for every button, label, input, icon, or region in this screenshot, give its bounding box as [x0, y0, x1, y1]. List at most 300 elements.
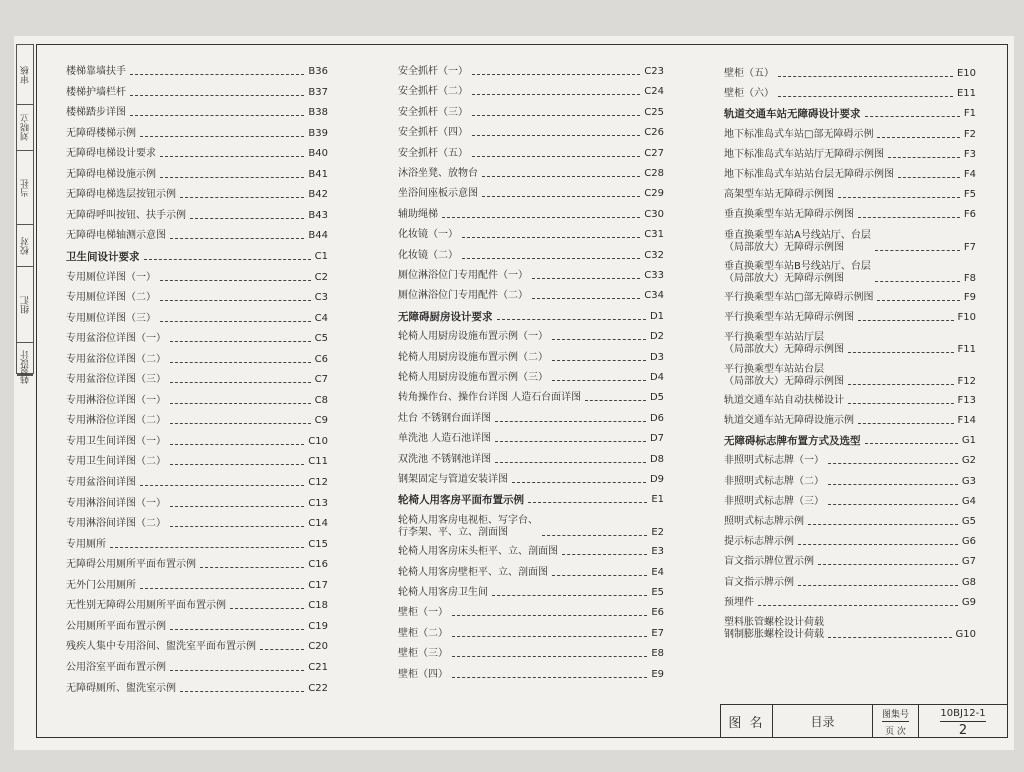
leader-line [818, 564, 958, 565]
leader-line [170, 403, 311, 404]
toc-entry [398, 648, 664, 660]
leader-line [160, 300, 311, 301]
toc-entry [724, 577, 976, 589]
page-code: C7 [314, 374, 328, 386]
entry-title: 地下标准岛式车站站台层无障碍示例图 [724, 169, 894, 180]
page-code: C3 [314, 292, 328, 304]
leader-line [888, 157, 960, 158]
page-code: C32 [644, 249, 664, 261]
page-code: C12 [308, 477, 328, 488]
toc-entry [66, 66, 328, 78]
entry-title: 地下标准岛式车站站厅无障碍示例图 [724, 148, 884, 160]
toc-entry [398, 229, 664, 241]
page-code: D1 [649, 310, 664, 322]
entry-title: 楼梯护墙栏杆 [66, 86, 126, 98]
leader-line [452, 615, 647, 616]
leader-line [260, 649, 304, 650]
page-code: F1 [963, 108, 976, 120]
entry-title: 预埋件 [724, 596, 754, 608]
entry-title: 安全抓杆（五） [398, 147, 468, 159]
toc-entry [66, 272, 328, 284]
leader-line [798, 585, 958, 586]
page-number: 2 [958, 722, 968, 738]
leader-line [190, 218, 304, 219]
entry-title: 无障碍电梯设施示例 [66, 168, 156, 180]
leader-line [495, 421, 646, 422]
entry-title: 轮椅人用厨房设施布置示例（一） [398, 331, 548, 343]
toc-entry [398, 587, 664, 599]
toc-entry [66, 354, 328, 366]
leader-line [160, 177, 304, 178]
entry-title [724, 617, 824, 641]
toc-entry [724, 364, 976, 388]
toc-entry [66, 641, 328, 653]
entry-title: 轮椅人用厨房设施布置示例（二） [398, 351, 548, 363]
entry-title [724, 230, 871, 254]
entry-title: 坐浴间座板示意图 [398, 188, 478, 200]
page-code: E1 [651, 494, 664, 506]
leader-line [170, 423, 311, 424]
toc-entry [724, 597, 976, 609]
entry-title: 安全抓杆（三） [398, 106, 468, 118]
toc-entry [724, 516, 976, 528]
leader-line [180, 691, 304, 692]
toc-entry [398, 188, 664, 200]
entry-title: 厕位淋浴位门专用配件（一） [398, 270, 528, 281]
toc-entry [398, 474, 664, 486]
entry-title [724, 332, 844, 356]
entry-title: 专用盆浴间详图 [66, 477, 136, 488]
page-code: F4 [963, 169, 976, 180]
entry-title: 安全抓杆（四） [398, 127, 468, 139]
page-code: C23 [644, 66, 664, 77]
leader-line [758, 605, 958, 606]
entry-title: 双洗池 不锈钢池详图 [398, 453, 492, 465]
leader-line [875, 250, 960, 251]
leader-line [865, 116, 960, 117]
leader-line [170, 526, 304, 527]
section-heading [66, 251, 328, 263]
toc-entry [398, 290, 664, 302]
signature-cell-label: 设计 [20, 349, 31, 368]
leader-line [130, 115, 304, 116]
entry-title: 无障碍标志牌布置方式及选型 [724, 435, 861, 448]
page-code: F6 [963, 209, 976, 221]
signature-cell [17, 366, 33, 384]
page-code: C27 [644, 147, 664, 159]
entry-title: 专用盆浴位详图（三） [66, 374, 166, 386]
toc-entry [66, 313, 328, 325]
section-heading [724, 435, 976, 447]
page-code: D3 [649, 351, 664, 363]
entry-title: 专用淋浴位详图（一） [66, 394, 166, 406]
leader-line [140, 136, 304, 137]
page-code: C6 [314, 353, 328, 365]
leader-line [848, 352, 954, 353]
entry-title: 专用厕位详图（一） [66, 271, 156, 283]
toc-entry [66, 662, 328, 674]
toc-entry [66, 539, 328, 551]
entry-title [724, 364, 844, 388]
leader-line [160, 280, 311, 281]
entry-title: 专用卫生间详图（二） [66, 456, 166, 468]
page-code: G4 [961, 495, 976, 507]
page-code: C17 [308, 579, 328, 591]
leader-line [858, 423, 954, 424]
signature-cell-label: 当社 [20, 178, 31, 197]
toc-entry [398, 209, 664, 221]
leader-line [170, 464, 304, 465]
entry-title: 沐浴坐凳、放物台 [398, 168, 478, 179]
page-code: E8 [651, 648, 664, 660]
page-code: C8 [314, 394, 328, 406]
page-code: D9 [649, 474, 664, 485]
toc-entry [66, 683, 328, 695]
leader-line [495, 441, 646, 442]
signature-cell [17, 267, 33, 343]
page-code: C28 [644, 168, 664, 179]
page-code: C11 [308, 456, 328, 468]
entry-title: 残疾人集中专用浴间、盥洗室平面布置示例 [66, 641, 256, 653]
leader-line [180, 197, 304, 198]
page-code: C15 [308, 538, 328, 550]
page-code: G6 [961, 536, 976, 548]
entry-title-line: （局部放大）无障碍示例图 [724, 241, 844, 253]
page-code: G8 [961, 576, 976, 588]
toc-entry [66, 498, 328, 510]
toc-entry [66, 559, 328, 571]
leader-line [170, 506, 304, 507]
entry-title-line: （局部放大）无障碍示例图 [724, 344, 844, 356]
page-code: D6 [649, 412, 664, 424]
page-code: C13 [308, 497, 328, 509]
entry-title: 专用盆浴位详图（一） [66, 333, 166, 345]
toc-entry [398, 352, 664, 364]
leader-line [462, 237, 640, 238]
entry-title: 楼梯靠墙扶手 [66, 66, 126, 77]
leader-line [160, 156, 304, 157]
entry-title: 专用盆浴位详图（二） [66, 353, 166, 365]
entry-title: 公用浴室平面布置示例 [66, 661, 166, 673]
leader-line [552, 575, 647, 576]
entry-title-line: 塑料胀管螺栓设计荷载 [724, 617, 824, 628]
page-code: B37 [308, 86, 328, 98]
entry-title: 专用厕位详图（三） [66, 312, 156, 324]
page-code: F10 [957, 312, 976, 324]
leader-line [144, 259, 311, 260]
entry-title: 非照明式标志牌（一） [724, 455, 824, 467]
entry-title: 楼梯踏步详图 [66, 107, 126, 119]
toc-entry [724, 230, 976, 254]
leader-line [532, 278, 640, 279]
entry-title: 无障碍楼梯示例 [66, 127, 136, 139]
leader-line [472, 94, 640, 95]
atlas-number: 10BJ12-1 [940, 705, 985, 722]
page-code: C30 [644, 208, 664, 220]
entry-title: 非照明式标志牌（二） [724, 475, 824, 487]
toc-entry [66, 477, 328, 489]
toc-entry [398, 669, 664, 681]
entry-title-line: （局部放大）无障碍示例图 [724, 375, 844, 387]
page-label: 页 次 [885, 726, 906, 737]
entry-title: 单洗池 人造石池详图 [398, 433, 492, 445]
entry-title: 平行换乘型车站无障碍示例图 [724, 312, 854, 324]
entry-title: 壁柜（五） [724, 68, 774, 79]
leader-line [552, 339, 646, 340]
entry-title: 安全抓杆（二） [398, 86, 468, 98]
page-code: B42 [308, 189, 328, 201]
page-code: C14 [308, 518, 328, 530]
entry-title: 轨道交通车站无障碍设施示例 [724, 415, 854, 426]
leader-line [462, 258, 640, 259]
toc-entry [398, 433, 664, 445]
entry-title: 厕位淋浴位门专用配件（二） [398, 290, 528, 302]
toc-entry [398, 413, 664, 425]
entry-title: 平行换乘型车站□部无障碍示例图 [724, 292, 874, 303]
entry-title: 化妆镜（二） [398, 249, 458, 261]
toc-entry [724, 476, 976, 488]
entry-title: 专用厕所 [66, 538, 106, 550]
page-code: D4 [649, 372, 664, 383]
toc-entry [398, 148, 664, 160]
leader-line [170, 362, 311, 363]
leader-line [778, 76, 953, 77]
toc-entry [66, 128, 328, 140]
page-code: E3 [651, 546, 664, 558]
page-code: C18 [308, 600, 328, 612]
toc-entry [724, 129, 976, 141]
page-code: F8 [963, 272, 976, 284]
toc-entry [398, 107, 664, 119]
page-code: F12 [957, 375, 976, 387]
leader-line [442, 217, 640, 218]
entry-title: 专用淋浴位详图（二） [66, 415, 166, 427]
leader-line [170, 629, 304, 630]
title-block [720, 704, 1008, 738]
toc-entry [724, 395, 976, 407]
toc-entry [724, 169, 976, 181]
toc-entry [724, 189, 976, 201]
page-code: C34 [644, 290, 664, 302]
page-code: G9 [961, 596, 976, 608]
entry-title-line: 行李架、平、立、剖面图 [398, 526, 508, 538]
leader-line [452, 636, 647, 637]
leader-line [170, 341, 311, 342]
title-name-label: 图 名 [721, 705, 773, 738]
toc-entry [66, 456, 328, 468]
page-code: C26 [644, 127, 664, 139]
leader-line [552, 380, 646, 381]
page-code: C9 [314, 415, 328, 427]
toc-entry [66, 333, 328, 345]
toc-entry [724, 415, 976, 427]
toc-entry [66, 374, 328, 386]
leader-line [828, 463, 958, 464]
entry-title: 安全抓杆（一） [398, 66, 468, 77]
leader-line [492, 595, 647, 596]
toc-entry [66, 107, 328, 119]
page-code: B41 [308, 168, 328, 180]
entry-title [724, 261, 871, 285]
leader-line [472, 74, 640, 75]
leader-line [452, 677, 647, 678]
toc-entry [66, 230, 328, 242]
leader-line [512, 482, 646, 483]
page-code: B38 [308, 107, 328, 119]
leader-line [140, 588, 304, 589]
toc-entry [66, 436, 328, 448]
toc-entry [724, 149, 976, 161]
toc-entry [66, 189, 328, 201]
toc-entry [724, 455, 976, 467]
toc-entry [398, 372, 664, 384]
entry-title-line: 垂直换乘型车站A号线站厅、台层 [724, 229, 871, 241]
page-code: E4 [651, 566, 664, 578]
page-code: E2 [651, 526, 664, 538]
entry-title: 无性别无障碍公用厕所平面布置示例 [66, 600, 226, 612]
leader-line [552, 360, 646, 361]
signature-cell-label: 刘晓立 [20, 114, 31, 141]
leader-line [858, 320, 954, 321]
entry-title-line: 平行换乘型车站站厅层 [724, 332, 824, 344]
signature-cell [17, 105, 33, 151]
toc-entry [724, 68, 976, 80]
leader-line [808, 524, 958, 525]
section-heading [724, 108, 976, 120]
signature-cell [17, 225, 33, 267]
page-code: C29 [644, 188, 664, 200]
toc-entry [66, 148, 328, 160]
page-code: F2 [963, 128, 976, 140]
entry-title: 轮椅人用客房卫生间 [398, 587, 488, 598]
page-code: E6 [651, 607, 664, 619]
entry-title: 无障碍厕所、盥洗室示例 [66, 682, 176, 694]
entry-title: 公用厕所平面布置示例 [66, 620, 166, 632]
page-code: E11 [956, 88, 976, 100]
leader-line [877, 137, 959, 138]
toc-entry [398, 567, 664, 579]
title-name-value: 目录 [773, 705, 873, 738]
page-code: B39 [308, 127, 328, 139]
toc-entry [398, 546, 664, 558]
toc-entry [66, 415, 328, 427]
toc-entry [66, 292, 328, 304]
page-code: C16 [308, 559, 328, 571]
entry-title: 轮椅人用客房床头柜平、立、剖面图 [398, 546, 558, 558]
signature-cell-label: 校对 [20, 236, 31, 255]
leader-line [482, 196, 640, 197]
toc-entry [66, 600, 328, 612]
page-code: E10 [956, 68, 976, 79]
entry-title: 无障碍公用厕所平面布置示例 [66, 559, 196, 571]
signature-cell [17, 45, 33, 105]
page-code: G3 [961, 475, 976, 487]
entry-title: 无障碍电梯选层按钮示例 [66, 189, 176, 201]
leader-line [848, 403, 954, 404]
page-code: C2 [314, 271, 328, 283]
page-code: D7 [649, 433, 664, 445]
leader-line [532, 298, 640, 299]
leader-line [170, 382, 311, 383]
toc-entry [398, 168, 664, 180]
entry-title: 轮椅人用厨房设施布置示例（三） [398, 372, 548, 383]
toc-entry [66, 395, 328, 407]
leader-line [160, 321, 311, 322]
entry-title: 垂直换乘型车站无障碍示例图 [724, 209, 854, 221]
page-code: F13 [957, 394, 976, 406]
leader-line [497, 319, 646, 320]
section-heading [398, 494, 664, 506]
page-code: E5 [651, 587, 664, 598]
toc-entry [66, 621, 328, 633]
entry-title: 轨道交通车站无障碍设计要求 [724, 108, 861, 121]
leader-line [495, 462, 646, 463]
leader-line [877, 300, 959, 301]
leader-line [542, 535, 647, 536]
page-code: F9 [963, 292, 976, 303]
toc-entry [66, 87, 328, 99]
entry-title: 壁柜（二） [398, 627, 448, 639]
leader-line [140, 485, 304, 486]
leader-line [472, 135, 640, 136]
entry-title: 专用淋浴间详图（一） [66, 497, 166, 509]
entry-title: 盲文指示牌位置示例 [724, 556, 814, 568]
toc-entry [724, 556, 976, 568]
toc-entry [398, 392, 664, 404]
page-code: C20 [308, 641, 328, 653]
leader-line [452, 656, 647, 657]
page-code: C5 [314, 333, 328, 345]
leader-line [130, 74, 304, 75]
section-heading [398, 311, 664, 323]
page-code: D2 [649, 331, 664, 343]
page-code: G5 [961, 516, 976, 527]
page-code: C31 [644, 229, 664, 241]
page-code: D8 [649, 453, 664, 465]
page-code: G2 [961, 455, 976, 467]
leader-line [798, 544, 958, 545]
entry-title: 专用厕位详图（二） [66, 292, 156, 304]
leader-line [482, 176, 640, 177]
entry-title: 轮椅人用客房平面布置示例 [398, 494, 524, 507]
toc-entry [398, 607, 664, 619]
entry-title-line: 垂直换乘型车站B号线站厅、台层 [724, 260, 871, 272]
leader-line [472, 156, 640, 157]
leader-line [472, 115, 640, 116]
toc-entry [398, 127, 664, 139]
toc-entry [398, 454, 664, 466]
page-code: C21 [308, 661, 328, 673]
leader-line [828, 484, 958, 485]
page-code: B36 [308, 66, 328, 77]
toc-entry [724, 88, 976, 100]
entry-title: 非照明式标志牌（三） [724, 495, 824, 507]
signature-cell-label: 韩翠 [20, 366, 31, 384]
page-code: E9 [651, 668, 664, 680]
page-code: D5 [649, 392, 664, 404]
page-code: C24 [644, 86, 664, 98]
leader-line [828, 637, 952, 638]
leader-line [528, 502, 647, 503]
leader-line [200, 567, 304, 568]
entry-title: 无障碍厨房设计要求 [398, 310, 493, 323]
page-code: G7 [961, 556, 976, 568]
leader-line [130, 95, 304, 96]
toc-entry [724, 332, 976, 356]
entry-title: 卫生间设计要求 [66, 250, 140, 263]
leader-line [110, 547, 304, 548]
toc-entry [398, 250, 664, 262]
